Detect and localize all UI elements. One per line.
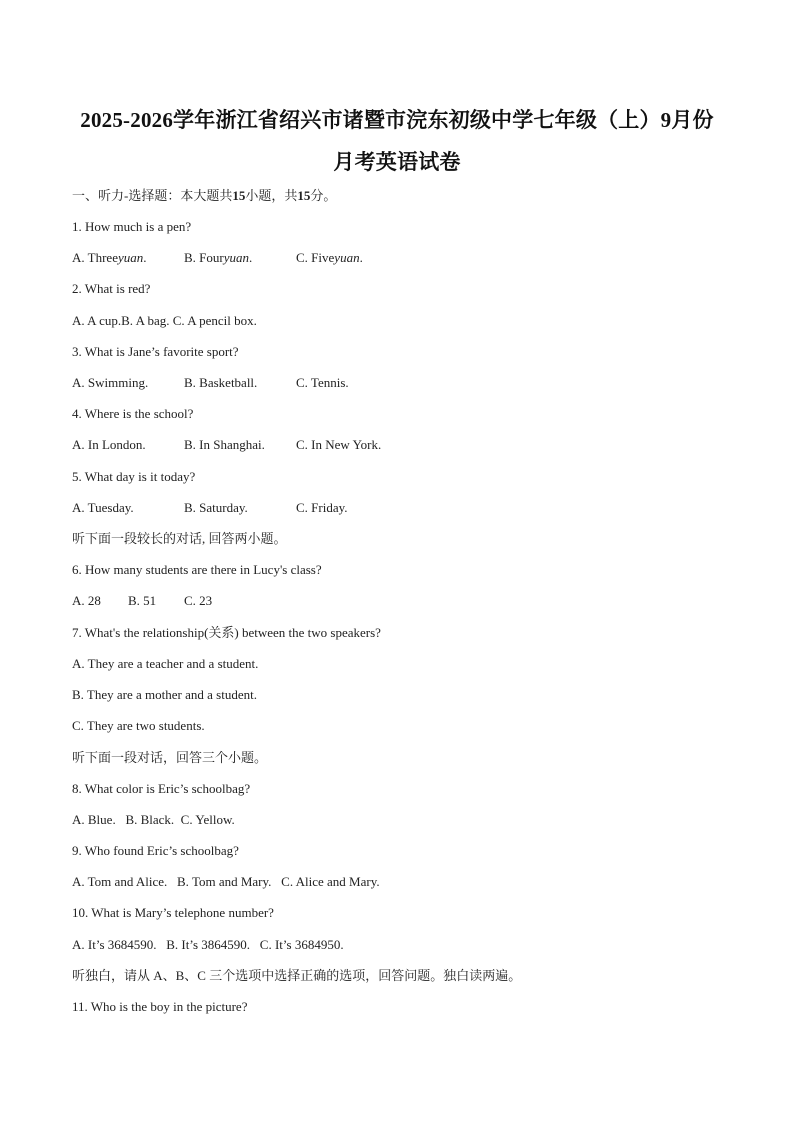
option-c-text: C. Five [296,250,335,265]
question-4-option-b: B. In Shanghai. [184,437,265,452]
question-1-option-a [72,250,147,266]
option-b-unit: yuan [223,250,250,265]
option-b-text: B. Four [184,250,224,265]
question-5-option-c: C. Friday. [296,500,348,515]
question-9-stem: 9. Who found Eric’s schoolbag? [72,843,239,858]
question-1-stem: 1. How much is a pen? [72,219,192,234]
question-8-options: A. Blue. B. Black. C. Yellow. [72,812,235,827]
exam-title-line1: 2025-2026学年浙江省绍兴市诸暨市浣东初级中学七年级（上）9月份 [80,108,714,132]
question-7-option-a: A. They are a teacher and a student. [72,656,259,671]
question-6-option-c: C. 23 [184,593,213,608]
option-c-suffix: . [359,250,363,265]
question-3-option-c: C. Tennis. [296,375,349,390]
question-1-option-c [296,250,363,266]
question-5-stem: 5. What day is it today? [72,469,196,484]
option-b-suffix: . [249,250,253,265]
question-1-option-b [184,250,252,266]
question-4-option-c: C. In New York. [296,437,382,452]
question-6-option-a: A. 28 [72,593,101,608]
question-4-stem: 4. Where is the school? [72,406,194,421]
listening-instruction-1: 听下面一段较长的对话, 回答两小题。 [72,531,287,546]
section-heading-middle: 小题，共 [245,188,298,203]
question-5-option-a: A. Tuesday. [72,500,134,515]
section-score-count: 15 [297,188,311,203]
question-11-stem: 11. Who is the boy in the picture? [72,999,248,1014]
question-8-stem: 8. What color is Eric’s schoolbag? [72,781,251,796]
listening-instruction-3: 听独白，请从 A、B、C 三个选项中选择正确的选项，回答问题。独白读两遍。 [72,968,522,983]
question-10-stem: 10. What is Mary’s telephone number? [72,905,274,920]
question-3-option-b: B. Basketball. [184,375,258,390]
section-heading-suffix: 分。 [310,188,337,203]
option-c-unit: yuan [334,250,360,265]
question-3-stem: 3. What is Jane’s favorite sport? [72,344,239,359]
listening-instruction-2: 听下面一段对话，回答三个小题。 [72,750,268,765]
question-9-options: A. Tom and Alice. B. Tom and Mary. C. Alice and Mary. [72,874,380,889]
question-2-stem: 2. What is red? [72,281,151,296]
question-6-stem: 6. How many students are there in Lucy's class? [72,562,322,577]
question-4-option-a: A. In London. [72,437,146,452]
option-a-text: A. Three [72,250,118,265]
question-7-option-c: C. They are two students. [72,718,205,733]
section-heading [72,188,336,204]
option-a-unit: yuan [117,250,144,265]
question-7-option-b: B. They are a mother and a student. [72,687,257,702]
question-3-option-a: A. Swimming. [72,375,149,390]
question-6-option-b: B. 51 [128,593,157,608]
option-a-suffix: . [143,250,147,265]
exam-title-line2: 月考英语试卷 [333,150,461,174]
question-7-stem: 7. What's the relationship(关系) between the two speakers? [72,625,381,640]
question-10-options: A. It’s 3684590. B. It’s 3864590. C. It’s 3684950. [72,937,344,952]
question-5-option-b: B. Saturday. [184,500,248,515]
question-2-options: A. A cup.B. A bag. C. A pencil box. [72,313,257,328]
section-heading-prefix: 一、听力-选择题：本大题共 [72,188,233,203]
section-question-count: 15 [232,188,246,203]
